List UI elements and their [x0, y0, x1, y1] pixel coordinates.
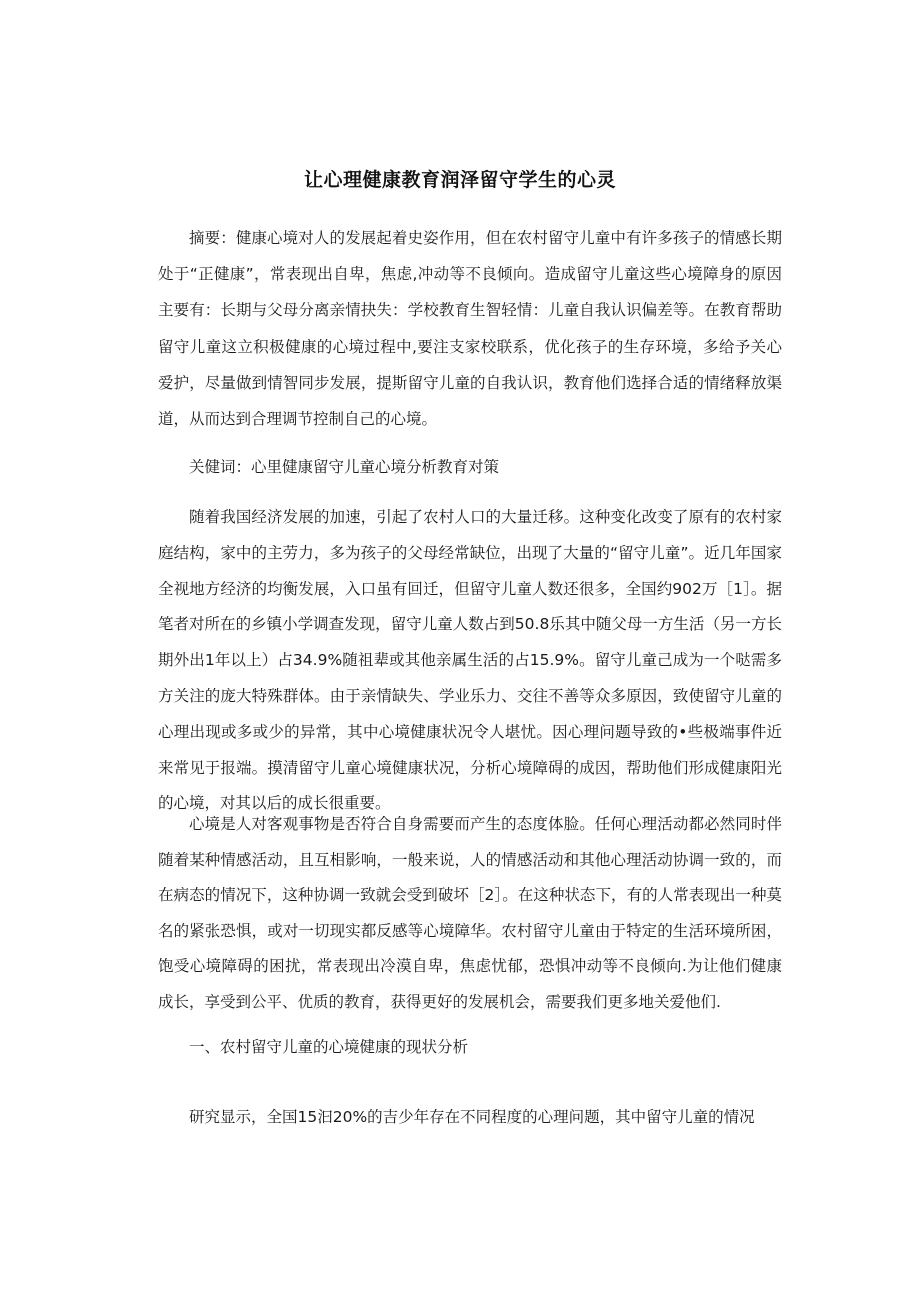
section-heading-1: 一、农村留守儿童的心境健康的现状分析 [189, 1038, 469, 1056]
body-paragraph-1: 随着我国经济发展的加速，引起了农村人口的大量迁移。这种变化改变了原有的农村家庭结构，家中的主劳力，多为孩子的父母经常缺位，出现了大量的“留守儿童”。近几年国家全视地方经济的均衡发展，入口虽有回迁，但留守儿童人数还很多，全国约902万［1］。据笔者对所在的乡镇小学调查发现，留守儿童人数占到50.8乐其中随父母一方生活（另一方长期外出1年以上）占34.9%随祖辈或其他亲属生活的占15.9%。留守儿童己成为一个哒需多方关注的庞大特殊群体。由于亲情缺失、学业乐力、交往不善等众多原因，致使留守儿童的心理出现或多或少的异常，其中心境健康状况令人堪忧。因心理问题导致的•些极端事件近来常见于报端。摸清留守儿童心境健康状况，分析心境障碍的成因，帮助他们形成健康阳光的心境，对其以后的成长很重要。 [158, 508, 782, 813]
body-paragraph-3: 研究显示，全国15汩20%的吉少年存在不同程度的心理问题，其中留守儿童的情况 [189, 1108, 755, 1126]
keywords-line: 关健词：心里健康留守儿童心境分析教育对策 [189, 458, 500, 476]
abstract-paragraph: 摘要：健康心境对人的发展起着史姿作用，但在农村留守儿童中有许多孩子的情感长期处于“正健康”，常表现出自卑，焦虑,冲动等不良倾向。造成留守儿童这些心境障身的原因主要有：长期与父母分离亲情抉失：学校教育生智轻情：儿童自我认识偏差等。在教育帮助留守儿童这立积极健康的心境过程中,要注支家校联系，优化孩子的生存环境，多给予关心爱护，尽量做到情智同步发展，提斯留守儿童的自我认识，教育他们选择合适的情绪释放渠道，从而达到合理调节控制自己的心境。 [158, 229, 782, 429]
body-paragraph-2: 心境是人对客观事物是否符合自身需要而产生的态度体脸。任何心理活动都必然同时伴随着某种情感活动，且互相影响，一般来说，人的情感活动和其他心理活动协调一致的，而在病态的情况下，这种协调一致就会受到破坏［2］。在这种状态下，有的人常表现出一种莫名的紧张恐惧，或对一切现实都反感等心境障华。农村留守儿童由于特定的生活环境所困，饱受心境障碍的困扰，常表现出冷漠自卑，焦虑忧郁，恐惧冲动等不良倾向.为让他们健康成长，享受到公平、优质的教育，获得更好的发展机会，需要我们更多地关爱他们. [158, 815, 782, 1011]
document-title: 让心理健康教育润泽留守学生的心灵 [303, 169, 616, 191]
